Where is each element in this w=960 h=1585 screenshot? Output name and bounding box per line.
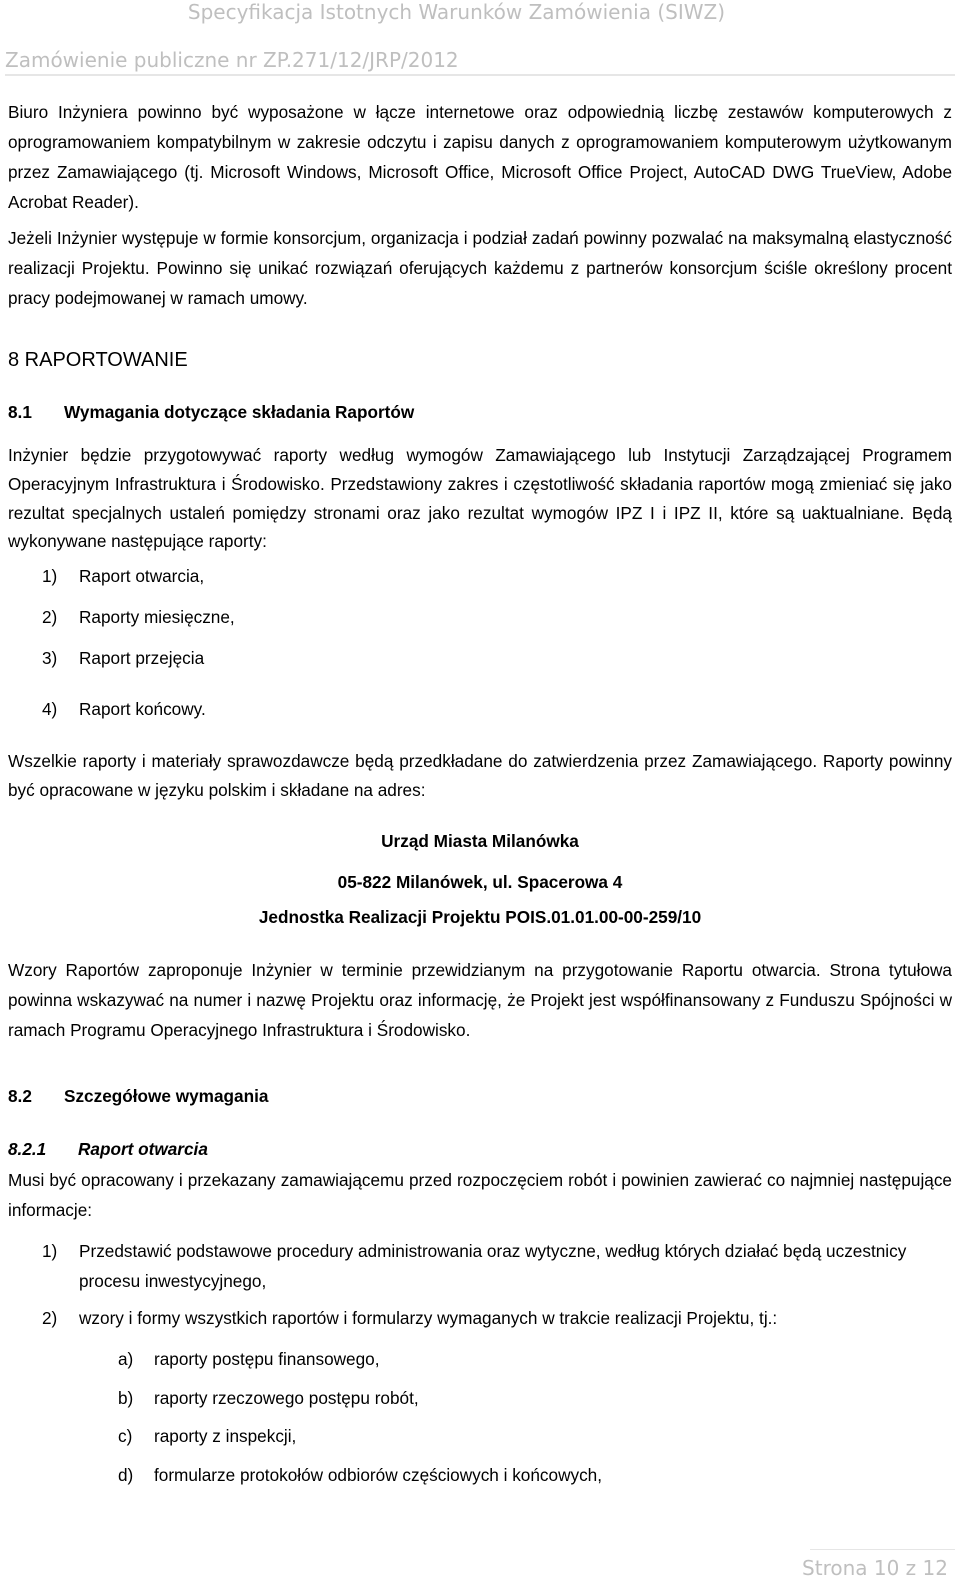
sub-list-item: a) raporty postępu finansowego, <box>118 1349 380 1369</box>
list-item: 1) Raport otwarcia, <box>42 566 205 586</box>
paragraph-office-equipment: Biuro Inżyniera powinno być wyposażone w łącze internetowe oraz odpowiednią liczbę zestawów komputerowych z oprogramowaniem kompatybilnym w zakresie odczytu i zapisu danych z oprogramowaniem komputerowym użytkowanym przez Zamawiającego (tj. Microsoft Windows, Microsoft Office, Microsoft Office Project, AutoCAD DWG TrueView, Adobe Acrobat Reader). <box>8 102 952 212</box>
header-subtitle: Zamówienie publiczne nr ZP.271/12/JRP/2012 <box>5 48 459 72</box>
header-title: Specyfikacja Istotnych Warunków Zamówienia (SIWZ) <box>187 0 725 24</box>
heading-number: 8.2 <box>8 1086 32 1106</box>
sub-list-item: c) raporty z inspekcji, <box>118 1426 297 1446</box>
section-heading-8: 8 RAPORTOWANIE <box>8 349 188 371</box>
section-heading-8-2 <box>8 1086 268 1107</box>
heading-text: Szczegółowe wymagania <box>64 1086 269 1106</box>
sub-list-item: b) raporty rzeczowego postępu robót, <box>118 1388 419 1408</box>
address-line: Jednostka Realizacji Projektu POIS.01.01.00-00-259/10 <box>258 907 702 927</box>
list-item: 1) Przedstawić podstawowe procedury administrowania oraz wytyczne, według których działać będą uczestnicy procesu inwestycyjnego, <box>42 1241 907 1291</box>
section-heading-8-2-1 <box>8 1139 208 1160</box>
heading-number: 8.1 <box>8 402 32 422</box>
paragraph-report-templates: Wzory Raportów zaproponuje Inżynier w terminie przewidzianym na przygotowanie Raportu otwarcia. Strona tytułowa powinna wskazywać na numer i nazwę Projektu oraz informację, że Projekt jest współfinansowany z Funduszu Spójności w ramach Programu Operacyjnego Infrastruktura i Środowisko. <box>8 960 952 1040</box>
list-item: 3) Raport przejęcia <box>42 648 205 668</box>
heading-text: Raport otwarcia <box>78 1139 208 1159</box>
paragraph-consortium: Jeżeli Inżynier występuje w formie konsorcjum, organizacja i podział zadań powinny pozwalać na maksymalną elastyczność realizacji Projektu. Powinno się unikać rozwiązań oferujących każdemu z partnerów konsorcjum ściśle określony procent pracy podejmowanej w ramach umowy. <box>8 228 952 308</box>
paragraph-reporting-requirements: Inżynier będzie przygotowywać raporty według wymogów Zamawiającego lub Instytucji Zarządzającej Programem Operacyjnym Infrastruktura i Środowisko. Przedstawiony zakres i częstotliwość składania raportów mogą zmieniać się jako rezultat specjalnych ustaleń pomiędzy stronami oraz jako rezultat wymogów IPZ I i IPZ II, które są uaktualniane. Będą wykonywane następujące raporty: <box>8 445 952 552</box>
page-number: Strona 10 z 12 <box>802 1556 948 1580</box>
sub-list-item: d) formularze protokołów odbiorów częściowych i końcowych, <box>118 1465 603 1485</box>
address-line: Urząd Miasta Milanówka <box>381 831 579 851</box>
paragraph-opening-report: Musi być opracowany i przekazany zamawiającemu przed rozpoczęciem robót i powinien zawierać co najmniej następujące informacje: <box>8 1170 952 1220</box>
list-item: 2) Raporty miesięczne, <box>42 607 235 627</box>
list-item: 4) Raport końcowy. <box>42 699 206 719</box>
list-item: 2) wzory i formy wszystkich raportów i formularzy wymaganych w trakcie realizacji Projektu, tj.: <box>42 1308 778 1328</box>
footer-divider <box>810 1549 955 1550</box>
address-line: 05-822 Milanówek, ul. Spacerowa 4 <box>337 872 623 892</box>
paragraph-submission: Wszelkie raporty i materiały sprawozdawcze będą przedkładane do zatwierdzenia przez Zamawiającego. Raporty powinny być opracowane w języku polskim i składane na adres: <box>8 751 952 800</box>
heading-number: 8.2.1 <box>8 1139 47 1159</box>
section-heading-8-1 <box>8 402 414 423</box>
header-divider <box>5 74 955 76</box>
heading-text: Wymagania dotyczące składania Raportów <box>64 402 415 422</box>
